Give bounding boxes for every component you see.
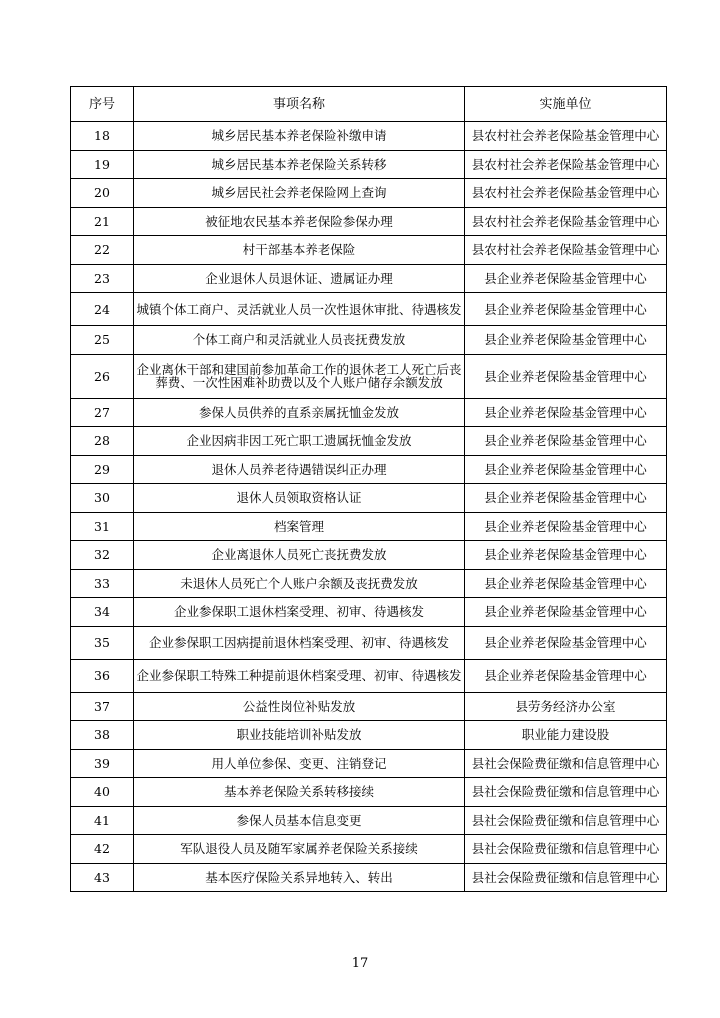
row-number-cell: 40 — [71, 778, 134, 807]
row-number-cell: 18 — [71, 122, 134, 151]
row-number-cell: 23 — [71, 264, 134, 293]
item-name-cell: 档案管理 — [134, 512, 465, 541]
item-name-cell: 企业离退休人员死亡丧抚费发放 — [134, 541, 465, 570]
table-row — [71, 484, 667, 513]
table-row — [71, 293, 667, 326]
item-name-cell: 企业参保职工因病提前退休档案受理、初审、待遇核发 — [134, 626, 465, 659]
item-name-cell: 企业退休人员退休证、遗属证办理 — [134, 264, 465, 293]
table-row — [71, 569, 667, 598]
item-name-cell: 军队退役人员及随军家属养老保险关系接续 — [134, 835, 465, 864]
row-number-cell: 26 — [71, 354, 134, 398]
item-name-cell: 村干部基本养老保险 — [134, 236, 465, 265]
service-items-table — [70, 86, 667, 892]
item-name-cell: 退休人员领取资格认证 — [134, 484, 465, 513]
implementing-unit-cell: 县企业养老保险基金管理中心 — [465, 326, 667, 355]
row-number-cell: 36 — [71, 659, 134, 692]
implementing-unit-cell: 职业能力建设股 — [465, 721, 667, 750]
item-name-cell: 企业参保职工特殊工种提前退休档案受理、初审、待遇核发 — [134, 659, 465, 692]
header-number: 序号 — [71, 87, 134, 122]
table-row — [71, 427, 667, 456]
row-number-cell: 19 — [71, 150, 134, 179]
item-name-cell: 公益性岗位补贴发放 — [134, 692, 465, 721]
implementing-unit-cell: 县企业养老保险基金管理中心 — [465, 427, 667, 456]
item-name-cell: 被征地农民基本养老保险参保办理 — [134, 207, 465, 236]
item-name-cell: 参保人员供养的直系亲属抚恤金发放 — [134, 398, 465, 427]
row-number-cell: 24 — [71, 293, 134, 326]
row-number-cell: 35 — [71, 626, 134, 659]
table-row — [71, 721, 667, 750]
item-name-cell: 企业离休干部和建国前参加革命工作的退休老工人死亡后丧葬费、一次性困难补助费以及个人账户储存余额发放 — [134, 354, 465, 398]
implementing-unit-cell: 县企业养老保险基金管理中心 — [465, 512, 667, 541]
implementing-unit-cell: 县农村社会养老保险基金管理中心 — [465, 207, 667, 236]
row-number-cell: 21 — [71, 207, 134, 236]
implementing-unit-cell: 县企业养老保险基金管理中心 — [465, 293, 667, 326]
table-row — [71, 512, 667, 541]
item-name-cell: 个体工商户和灵活就业人员丧抚费发放 — [134, 326, 465, 355]
row-number-cell: 34 — [71, 598, 134, 627]
table-header-row — [71, 87, 667, 122]
implementing-unit-cell: 县社会保险费征缴和信息管理中心 — [465, 835, 667, 864]
table-row — [71, 122, 667, 151]
row-number-cell: 20 — [71, 179, 134, 208]
row-number-cell: 28 — [71, 427, 134, 456]
implementing-unit-cell: 县农村社会养老保险基金管理中心 — [465, 236, 667, 265]
row-number-cell: 33 — [71, 569, 134, 598]
row-number-cell: 32 — [71, 541, 134, 570]
table-row — [71, 835, 667, 864]
implementing-unit-cell: 县企业养老保险基金管理中心 — [465, 398, 667, 427]
implementing-unit-cell: 县社会保险费征缴和信息管理中心 — [465, 863, 667, 892]
implementing-unit-cell: 县社会保险费征缴和信息管理中心 — [465, 778, 667, 807]
implementing-unit-cell: 县企业养老保险基金管理中心 — [465, 455, 667, 484]
implementing-unit-cell: 县企业养老保险基金管理中心 — [465, 659, 667, 692]
table-row — [71, 598, 667, 627]
item-name-cell: 参保人员基本信息变更 — [134, 806, 465, 835]
table-row — [71, 541, 667, 570]
row-number-cell: 43 — [71, 863, 134, 892]
header-item-name: 事项名称 — [134, 87, 465, 122]
table-row — [71, 806, 667, 835]
implementing-unit-cell: 县企业养老保险基金管理中心 — [465, 569, 667, 598]
implementing-unit-cell: 县社会保险费征缴和信息管理中心 — [465, 806, 667, 835]
table-row — [71, 749, 667, 778]
item-name-cell: 用人单位参保、变更、注销登记 — [134, 749, 465, 778]
implementing-unit-cell: 县企业养老保险基金管理中心 — [465, 484, 667, 513]
table-row — [71, 778, 667, 807]
implementing-unit-cell: 县社会保险费征缴和信息管理中心 — [465, 749, 667, 778]
page-number: 17 — [351, 956, 369, 971]
item-name-cell: 基本养老保险关系转移接续 — [134, 778, 465, 807]
table-row — [71, 236, 667, 265]
row-number-cell: 37 — [71, 692, 134, 721]
implementing-unit-cell: 县农村社会养老保险基金管理中心 — [465, 179, 667, 208]
row-number-cell: 22 — [71, 236, 134, 265]
item-name-cell: 职业技能培训补贴发放 — [134, 721, 465, 750]
table-row — [71, 692, 667, 721]
item-name-cell: 城乡居民基本养老保险补缴申请 — [134, 122, 465, 151]
implementing-unit-cell: 县农村社会养老保险基金管理中心 — [465, 122, 667, 151]
row-number-cell: 27 — [71, 398, 134, 427]
item-name-cell: 城乡居民基本养老保险关系转移 — [134, 150, 465, 179]
implementing-unit-cell: 县企业养老保险基金管理中心 — [465, 264, 667, 293]
implementing-unit-cell: 县企业养老保险基金管理中心 — [465, 541, 667, 570]
item-name-cell: 城镇个体工商户、灵活就业人员一次性退休审批、待遇核发 — [134, 293, 465, 326]
table-row — [71, 354, 667, 398]
item-name-cell: 基本医疗保险关系异地转入、转出 — [134, 863, 465, 892]
item-name-cell: 企业参保职工退休档案受理、初审、待遇核发 — [134, 598, 465, 627]
table-row — [71, 626, 667, 659]
row-number-cell: 39 — [71, 749, 134, 778]
implementing-unit-cell: 县企业养老保险基金管理中心 — [465, 626, 667, 659]
table-row — [71, 863, 667, 892]
row-number-cell: 38 — [71, 721, 134, 750]
row-number-cell: 29 — [71, 455, 134, 484]
row-number-cell: 42 — [71, 835, 134, 864]
table-row — [71, 659, 667, 692]
item-name-cell: 城乡居民社会养老保险网上查询 — [134, 179, 465, 208]
row-number-cell: 31 — [71, 512, 134, 541]
table-row — [71, 179, 667, 208]
implementing-unit-cell: 县农村社会养老保险基金管理中心 — [465, 150, 667, 179]
header-implementing-unit: 实施单位 — [465, 87, 667, 122]
table-body — [71, 122, 667, 892]
table-row — [71, 326, 667, 355]
row-number-cell: 25 — [71, 326, 134, 355]
implementing-unit-cell: 县劳务经济办公室 — [465, 692, 667, 721]
table-row — [71, 150, 667, 179]
row-number-cell: 30 — [71, 484, 134, 513]
item-name-cell: 未退休人员死亡个人账户余额及丧抚费发放 — [134, 569, 465, 598]
implementing-unit-cell: 县企业养老保险基金管理中心 — [465, 598, 667, 627]
table-row — [71, 264, 667, 293]
item-name-cell: 企业因病非因工死亡职工遗属抚恤金发放 — [134, 427, 465, 456]
table-row — [71, 398, 667, 427]
row-number-cell: 41 — [71, 806, 134, 835]
item-name-cell: 退休人员养老待遇错误纠正办理 — [134, 455, 465, 484]
table-row — [71, 455, 667, 484]
table-row — [71, 207, 667, 236]
implementing-unit-cell: 县企业养老保险基金管理中心 — [465, 354, 667, 398]
